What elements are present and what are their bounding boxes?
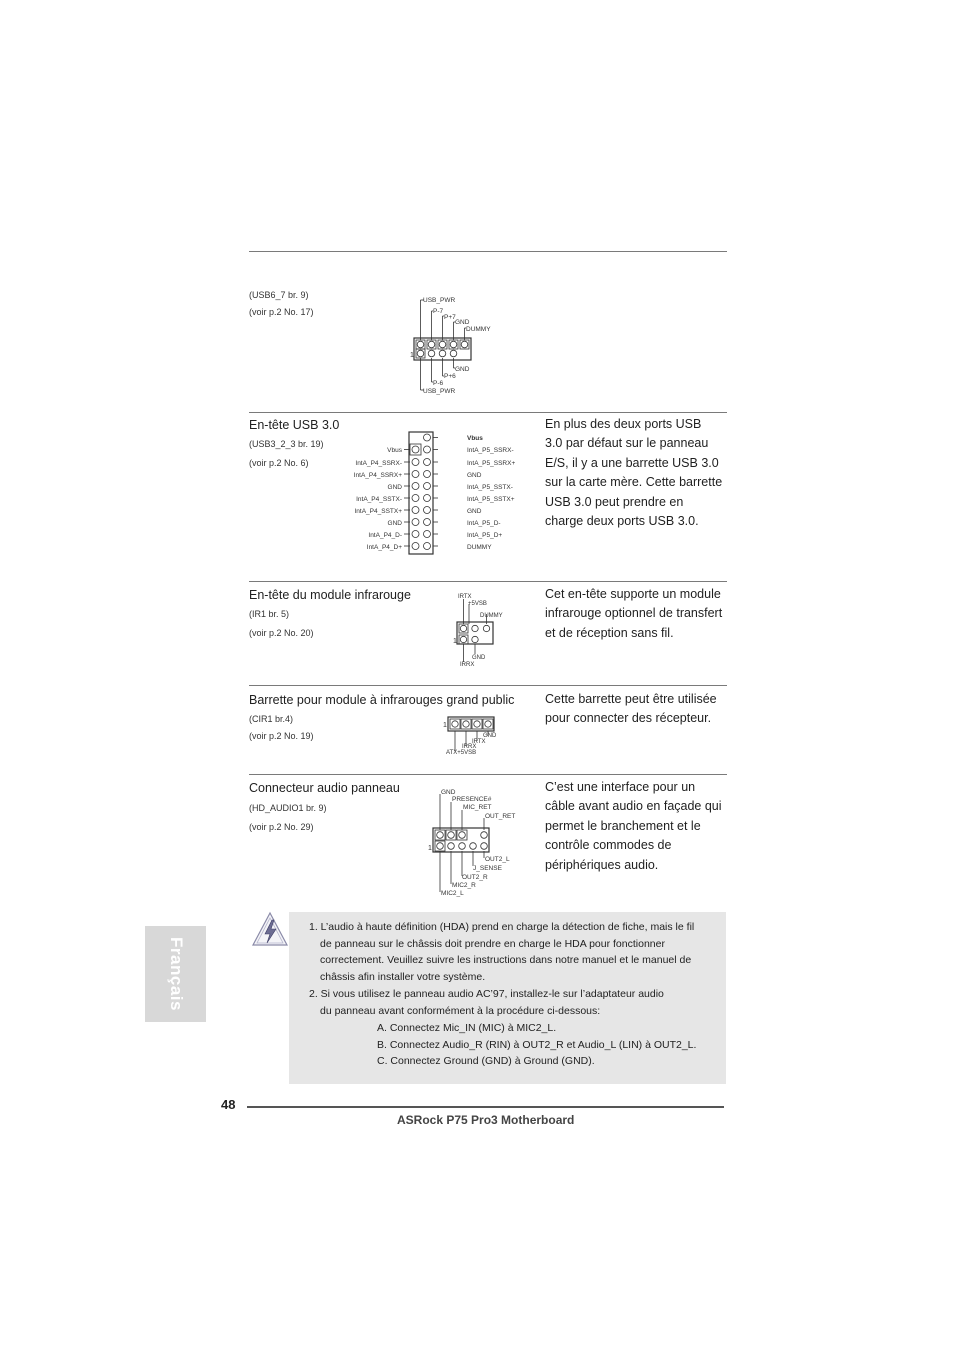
usb3-description: En plus des deux ports USB 3.0 par défaut sur le panneau E/S, il y a une barrette USB 3.0 sur la carte mère. Cette barrette USB 3.0 peut prendre en charge deux ports USB 3.0. bbox=[545, 417, 723, 529]
cir-pin-diagram bbox=[440, 714, 510, 760]
footer-rule bbox=[247, 1106, 724, 1108]
usb67-bottom-1: P+6 bbox=[444, 373, 456, 380]
audio-bottom-4: MIC2_L bbox=[441, 890, 464, 897]
cir-label-2: IRRX bbox=[462, 744, 477, 750]
top-rule bbox=[249, 251, 727, 252]
note-line: C. Connectez Ground (GND) à Ground (GND). bbox=[377, 1055, 595, 1067]
ir-top-0: IRTX bbox=[458, 594, 472, 600]
usb67-top-1: P-7 bbox=[433, 308, 444, 315]
cir-label-0: GND bbox=[483, 733, 497, 739]
audio-bottom-1: J_SENSE bbox=[473, 865, 502, 872]
audio-pin-diagram bbox=[425, 784, 525, 900]
ir-bottom-1: IRRX bbox=[460, 662, 475, 668]
usb67-sub1: (USB6_7 br. 9) bbox=[249, 290, 309, 300]
usb3-title: En-tête USB 3.0 bbox=[249, 418, 340, 432]
usb67-bottom-3: USB_PWR bbox=[423, 388, 456, 395]
ir-bottom-0: GND bbox=[472, 655, 486, 661]
usb3-left-4: IntA_P4_SSTX- bbox=[356, 496, 402, 503]
note-line: 1. L’audio à haute définition (HDA) prend en charge la détection de fiche, mais le fil bbox=[309, 921, 695, 933]
rule-usb3 bbox=[249, 412, 727, 413]
note-line: B. Connectez Audio_R (RIN) à OUT2_R et Audio_L (LIN) à OUT2_L. bbox=[377, 1039, 697, 1051]
svg-text:1: 1 bbox=[410, 352, 414, 359]
cir-sub1: (CIR1 br.4) bbox=[249, 714, 294, 724]
ir-top-1: +5VSB bbox=[468, 601, 487, 607]
warning-triangle-icon bbox=[250, 910, 290, 950]
usb3-right-3: GND bbox=[467, 472, 482, 479]
audio-description: C’est une interface pour un câble avant audio en façade qui permet le branchement et le contrôle commodes de périphériques audio. bbox=[545, 780, 722, 872]
note-line: A. Connectez Mic_IN (MIC) à MIC2_L. bbox=[377, 1022, 557, 1034]
usb3-left-1: IntA_P4_SSRX- bbox=[355, 460, 402, 467]
usb3-left-0: Vbus bbox=[387, 447, 402, 454]
audio-top-0: GND bbox=[441, 789, 456, 796]
usb3-right-1: IntA_P5_SSRX- bbox=[467, 447, 514, 454]
footer-text: ASRock P75 Pro3 Motherboard bbox=[397, 1113, 575, 1127]
cir-label-3: ATX+5VSB bbox=[446, 750, 477, 756]
page-number: 48 bbox=[221, 1097, 236, 1112]
usb67-top-2: P+7 bbox=[444, 314, 456, 321]
language-label: Français bbox=[166, 937, 186, 1011]
audio-sub1: (HD_AUDIO1 br. 9) bbox=[249, 803, 327, 813]
note-line: 2. Si vous utilisez le panneau audio AC’97, installez-le sur l’adaptateur audio bbox=[309, 988, 664, 1000]
usb3-left-8: IntA_P4_D+ bbox=[366, 544, 402, 551]
usb3-left-3: GND bbox=[387, 484, 402, 491]
usb3-right-6: GND bbox=[467, 508, 482, 515]
svg-text:1: 1 bbox=[453, 638, 457, 645]
usb3-sub2: (voir p.2 No. 6) bbox=[249, 458, 309, 468]
cir-title: Barrette pour module à infrarouges grand public bbox=[249, 693, 515, 707]
usb67-top-4: DUMMY bbox=[466, 326, 491, 333]
ir-sub2: (voir p.2 No. 20) bbox=[249, 628, 314, 638]
note-line: correctement. Veuillez suivre les instructions dans notre manuel et le manuel de bbox=[320, 954, 692, 966]
usb67-top-3: GND bbox=[455, 319, 470, 326]
audio-bottom-2: OUT2_R bbox=[462, 874, 488, 881]
audio-bottom-3: MIC2_R bbox=[452, 882, 476, 889]
usb3-pin-diagram bbox=[353, 430, 530, 556]
usb67-bottom-2: P-6 bbox=[433, 380, 444, 387]
usb67-pin-diagram bbox=[400, 292, 510, 400]
audio-top-2: MIC_RET bbox=[463, 804, 492, 811]
audio-top-1: PRESENCE# bbox=[452, 796, 492, 803]
usb3-right-7: IntA_P5_D- bbox=[467, 520, 501, 527]
note-line: châssis afin installer votre système. bbox=[320, 971, 486, 983]
usb3-right-0: Vbus bbox=[467, 435, 483, 442]
usb3-left-6: GND bbox=[387, 520, 402, 527]
ir-top-2: DUMMY bbox=[480, 613, 503, 619]
usb67-top-0: USB_PWR bbox=[423, 297, 456, 304]
notes-box bbox=[289, 912, 726, 1084]
svg-text:1: 1 bbox=[443, 722, 447, 729]
note-line: du panneau avant conformément à la procédure ci-dessous: bbox=[320, 1005, 601, 1017]
usb3-left-7: IntA_P4_D- bbox=[368, 532, 402, 539]
audio-bottom-0: OUT2_L bbox=[485, 856, 510, 863]
cir-description: Cette barrette peut être utilisée pour connecter des récepteur. bbox=[545, 692, 717, 726]
ir-title: En-tête du module infrarouge bbox=[249, 588, 411, 602]
usb3-sub1: (USB3_2_3 br. 19) bbox=[249, 439, 324, 449]
audio-sub2: (voir p.2 No. 29) bbox=[249, 822, 314, 832]
rule-audio bbox=[249, 774, 727, 775]
usb67-bottom-0: GND bbox=[455, 366, 470, 373]
usb3-right-5: IntA_P5_SSTX+ bbox=[467, 496, 515, 503]
usb3-left-2: IntA_P4_SSRX+ bbox=[353, 472, 402, 479]
language-side-tab bbox=[145, 926, 206, 1022]
cir-label-1: IRTX bbox=[472, 739, 486, 745]
ir-sub1: (IR1 br. 5) bbox=[249, 609, 290, 619]
usb3-right-9: DUMMY bbox=[467, 544, 492, 551]
usb3-right-4: IntA_P5_SSTX- bbox=[467, 484, 513, 491]
note-line: de panneau sur le châssis doit prendre en charge le HDA pour fonctionner bbox=[320, 938, 665, 950]
usb3-right-2: IntA_P5_SSRX+ bbox=[467, 460, 516, 467]
audio-top-3: OUT_RET bbox=[485, 813, 516, 820]
cir-sub2: (voir p.2 No. 19) bbox=[249, 731, 314, 741]
rule-cir bbox=[249, 685, 727, 686]
ir-pin-diagram bbox=[448, 590, 518, 670]
svg-text:1: 1 bbox=[428, 845, 432, 852]
rule-ir bbox=[249, 581, 727, 582]
usb3-left-5: IntA_P4_SSTX+ bbox=[354, 508, 402, 515]
audio-title: Connecteur audio panneau bbox=[249, 781, 400, 795]
usb3-right-8: IntA_P5_D+ bbox=[467, 532, 503, 539]
ir-description: Cet en-tête supporte un module infrarouge optionnel de transfert et de réception sans fil. bbox=[545, 587, 723, 640]
usb67-sub2: (voir p.2 No. 17) bbox=[249, 307, 314, 317]
